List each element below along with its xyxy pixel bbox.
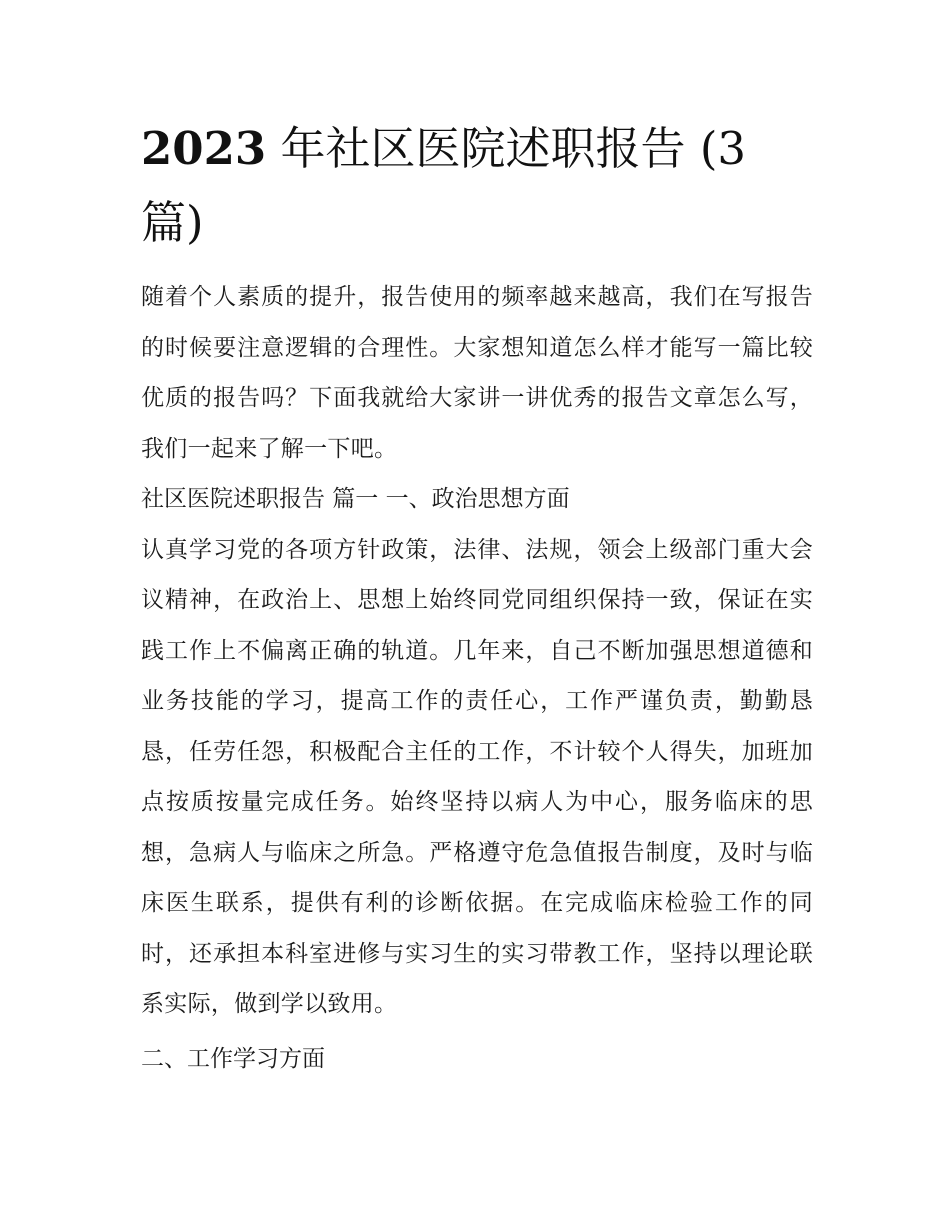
title-text: 年社区医院述职报告 (3 篇)	[141, 122, 747, 249]
body-paragraph: 认真学习党的各项方针政策，法律、法规，领会上级部门重大会议精神，在政治上、思想上始终同党同组织保持一致，保证在实践工作上不偏离正确的轨道。几年来，自己不断加强思想道德和业务技能的学习，提高工作的责任心，工作严谨负责，勤勤恳恳，任劳任怨，积极配合主任的工作，不计较个人得失，加班加点按质按量完成任务。始终坚持以病人为中心，服务临床的思想，急病人与临床之所急。严格遵守危急值报告制度，及时与临床医生联系，提供有利的诊断依据。在完成临床检验工作的同时，还承担本科室进修与实习生的实习带教工作，坚持以理论联系实际，做到学以致用。	[141, 536, 813, 1017]
document-title	[141, 112, 813, 260]
title-year: 2023	[141, 122, 267, 175]
subsection-heading: 二、工作学习方面	[141, 1045, 325, 1072]
intro-paragraph: 随着个人素质的提升，报告使用的频率越来越高，我们在写报告的时候要注意逻辑的合理性。大家想知道怎么样才能写一篇比较优质的报告吗？下面我就给大家讲一讲优秀的报告文章怎么写，我们一起来了解一下吧。	[141, 284, 813, 462]
document-page	[141, 112, 813, 1084]
section-heading: 社区医院述职报告 篇一 一、政治思想方面	[141, 486, 570, 512]
